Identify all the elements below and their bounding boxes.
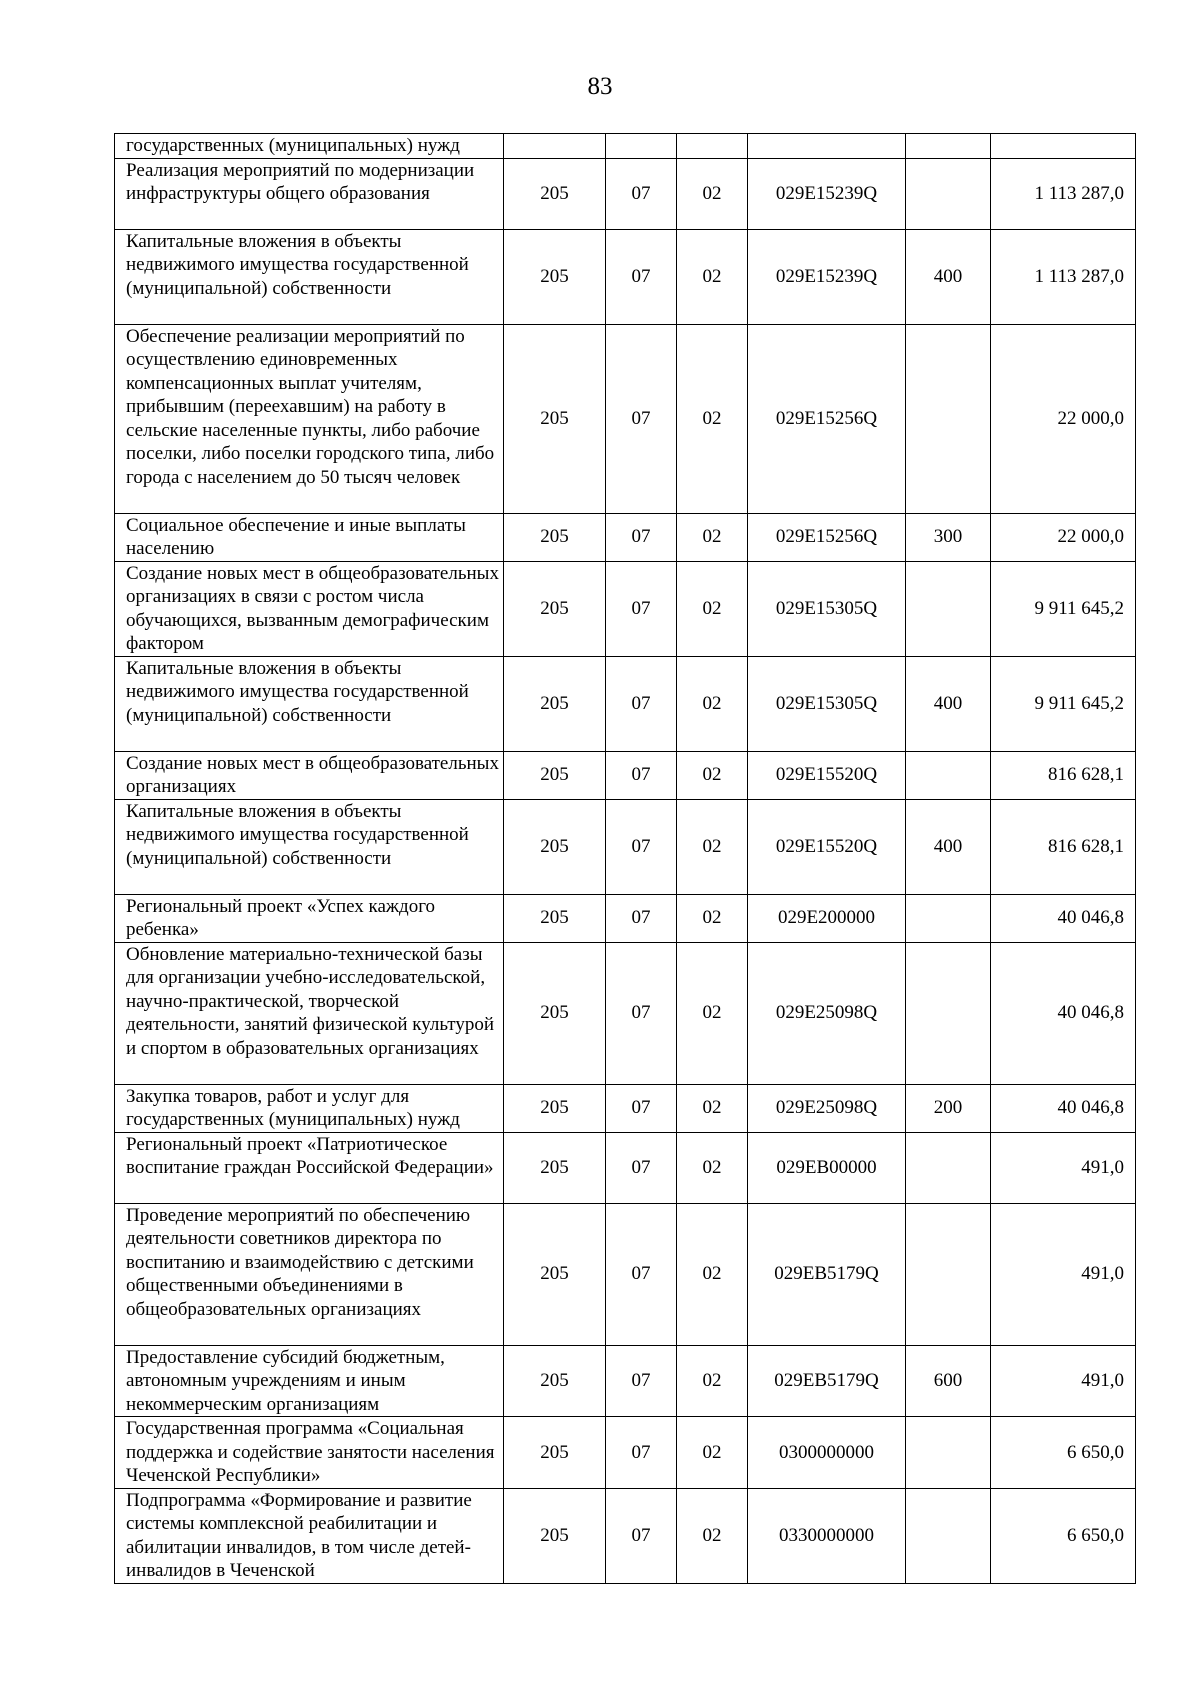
- row-target-article: 029EB00000: [748, 1132, 906, 1203]
- row-section: 07: [606, 1488, 677, 1583]
- row-grbs: 205: [504, 942, 606, 1084]
- row-expense-type: 200: [906, 1084, 991, 1132]
- row-expense-type: 300: [906, 513, 991, 561]
- row-expense-type: 400: [906, 656, 991, 751]
- row-target-article: 0300000000: [748, 1417, 906, 1489]
- row-grbs: 205: [504, 656, 606, 751]
- row-target-article: 0330000000: [748, 1488, 906, 1583]
- row-subsection: 02: [677, 513, 748, 561]
- row-amount: 22 000,0: [991, 513, 1136, 561]
- row-section: 07: [606, 751, 677, 799]
- row-amount: 1 113 287,0: [991, 229, 1136, 324]
- row-subsection: 02: [677, 751, 748, 799]
- row-grbs: 205: [504, 799, 606, 894]
- row-name: Государственная программа «Социальная поддержка и содействие занятости населения Чеченской Республики»: [115, 1417, 504, 1489]
- table-row: [115, 158, 1136, 229]
- row-grbs: 205: [504, 894, 606, 942]
- row-grbs: 205: [504, 324, 606, 513]
- row-section: [606, 134, 677, 159]
- row-grbs: 205: [504, 751, 606, 799]
- row-target-article: 029E15520Q: [748, 799, 906, 894]
- row-grbs: 205: [504, 1488, 606, 1583]
- row-grbs: 205: [504, 229, 606, 324]
- row-section: 07: [606, 324, 677, 513]
- row-amount: 6 650,0: [991, 1417, 1136, 1489]
- row-section: 07: [606, 561, 677, 656]
- row-section: 07: [606, 1417, 677, 1489]
- row-amount: 40 046,8: [991, 942, 1136, 1084]
- row-target-article: 029E15256Q: [748, 513, 906, 561]
- row-subsection: 02: [677, 656, 748, 751]
- row-section: 07: [606, 656, 677, 751]
- row-subsection: 02: [677, 799, 748, 894]
- row-section: 07: [606, 1345, 677, 1417]
- row-target-article: 029E15239Q: [748, 229, 906, 324]
- row-target-article: 029E200000: [748, 894, 906, 942]
- row-subsection: 02: [677, 1345, 748, 1417]
- table-row: [115, 942, 1136, 1084]
- row-section: 07: [606, 894, 677, 942]
- row-expense-type: [906, 158, 991, 229]
- row-subsection: 02: [677, 561, 748, 656]
- budget-table: [114, 133, 1136, 1584]
- row-name: Капитальные вложения в объекты недвижимого имущества государственной (муниципальной) собственности: [115, 229, 504, 324]
- row-target-article: 029E25098Q: [748, 1084, 906, 1132]
- table-row: [115, 656, 1136, 751]
- row-expense-type: [906, 1417, 991, 1489]
- row-section: 07: [606, 229, 677, 324]
- row-target-article: 029E15305Q: [748, 561, 906, 656]
- row-amount: 9 911 645,2: [991, 656, 1136, 751]
- row-section: 07: [606, 1084, 677, 1132]
- row-amount: 6 650,0: [991, 1488, 1136, 1583]
- row-expense-type: [906, 134, 991, 159]
- row-expense-type: [906, 1488, 991, 1583]
- row-amount: 491,0: [991, 1203, 1136, 1345]
- row-amount: 816 628,1: [991, 799, 1136, 894]
- row-expense-type: [906, 324, 991, 513]
- row-section: 07: [606, 942, 677, 1084]
- budget-table-body: [115, 134, 1136, 1584]
- table-row: [115, 894, 1136, 942]
- row-subsection: 02: [677, 1203, 748, 1345]
- row-expense-type: 400: [906, 229, 991, 324]
- table-row: [115, 513, 1136, 561]
- row-name: Обновление материально-технической базы для организации учебно-исследовательской, научно-практической, творческой деятельности, занятий физической культурой и спортом в образовательных организациях: [115, 942, 504, 1084]
- row-name: Закупка товаров, работ и услуг для государственных (муниципальных) нужд: [115, 1084, 504, 1132]
- row-target-article: 029E15256Q: [748, 324, 906, 513]
- table-row: [115, 1203, 1136, 1345]
- row-subsection: [677, 134, 748, 159]
- row-expense-type: [906, 751, 991, 799]
- row-target-article: 029E15305Q: [748, 656, 906, 751]
- table-row: [115, 1084, 1136, 1132]
- row-amount: 1 113 287,0: [991, 158, 1136, 229]
- row-subsection: 02: [677, 229, 748, 324]
- row-target-article: 029E15520Q: [748, 751, 906, 799]
- row-amount: 22 000,0: [991, 324, 1136, 513]
- row-name: Капитальные вложения в объекты недвижимого имущества государственной (муниципальной) собственности: [115, 656, 504, 751]
- table-row: [115, 229, 1136, 324]
- table-row: [115, 134, 1136, 159]
- table-row: [115, 1417, 1136, 1489]
- row-name: Создание новых мест в общеобразовательных организациях: [115, 751, 504, 799]
- row-expense-type: [906, 1132, 991, 1203]
- row-subsection: 02: [677, 942, 748, 1084]
- row-expense-type: 400: [906, 799, 991, 894]
- row-name: Предоставление субсидий бюджетным, автономным учреждениям и иным некоммерческим организациям: [115, 1345, 504, 1417]
- row-name: государственных (муниципальных) нужд: [115, 134, 504, 159]
- row-section: 07: [606, 513, 677, 561]
- table-row: [115, 799, 1136, 894]
- row-amount: [991, 134, 1136, 159]
- row-expense-type: [906, 1203, 991, 1345]
- row-target-article: 029E25098Q: [748, 942, 906, 1084]
- row-subsection: 02: [677, 1488, 748, 1583]
- row-grbs: 205: [504, 561, 606, 656]
- row-amount: 40 046,8: [991, 894, 1136, 942]
- table-row: [115, 561, 1136, 656]
- row-expense-type: [906, 561, 991, 656]
- row-subsection: 02: [677, 324, 748, 513]
- row-name: Подпрограмма «Формирование и развитие системы комплексной реабилитации и абилитации инвалидов, в том числе детей-инвалидов в Чеченской: [115, 1488, 504, 1583]
- row-name: Региональный проект «Патриотическое воспитание граждан Российской Федерации»: [115, 1132, 504, 1203]
- row-name: Создание новых мест в общеобразовательных организациях в связи с ростом числа обучающихся, вызванным демографическим фактором: [115, 561, 504, 656]
- row-name: Реализация мероприятий по модернизации инфраструктуры общего образования: [115, 158, 504, 229]
- table-row: [115, 1345, 1136, 1417]
- row-subsection: 02: [677, 1084, 748, 1132]
- row-target-article: 029E15239Q: [748, 158, 906, 229]
- row-grbs: 205: [504, 158, 606, 229]
- row-expense-type: 600: [906, 1345, 991, 1417]
- row-target-article: 029EB5179Q: [748, 1345, 906, 1417]
- row-expense-type: [906, 942, 991, 1084]
- row-grbs: [504, 134, 606, 159]
- row-name: Социальное обеспечение и иные выплаты населению: [115, 513, 504, 561]
- table-row: [115, 751, 1136, 799]
- row-expense-type: [906, 894, 991, 942]
- row-amount: 40 046,8: [991, 1084, 1136, 1132]
- row-subsection: 02: [677, 1132, 748, 1203]
- row-name: Проведение мероприятий по обеспечению деятельности советников директора по воспитанию и взаимодействию с детскими общественными объединениями в общеобразовательных организациях: [115, 1203, 504, 1345]
- row-amount: 491,0: [991, 1132, 1136, 1203]
- row-amount: 491,0: [991, 1345, 1136, 1417]
- row-target-article: 029EB5179Q: [748, 1203, 906, 1345]
- row-grbs: 205: [504, 1417, 606, 1489]
- row-subsection: 02: [677, 158, 748, 229]
- page-number: 83: [587, 73, 613, 100]
- row-section: 07: [606, 799, 677, 894]
- row-amount: 9 911 645,2: [991, 561, 1136, 656]
- table-row: [115, 1132, 1136, 1203]
- row-target-article: [748, 134, 906, 159]
- row-grbs: 205: [504, 1132, 606, 1203]
- table-row: [115, 1488, 1136, 1583]
- row-grbs: 205: [504, 1084, 606, 1132]
- row-section: 07: [606, 1132, 677, 1203]
- row-name: Капитальные вложения в объекты недвижимого имущества государственной (муниципальной) собственности: [115, 799, 504, 894]
- row-amount: 816 628,1: [991, 751, 1136, 799]
- row-section: 07: [606, 158, 677, 229]
- row-subsection: 02: [677, 1417, 748, 1489]
- row-grbs: 205: [504, 1203, 606, 1345]
- row-grbs: 205: [504, 513, 606, 561]
- row-name: Обеспечение реализации мероприятий по осуществлению единовременных компенсационных выплат учителям, прибывшим (переехавшим) на работу в сельские населенные пункты, либо рабочие поселки, либо поселки городского типа, либо города с населением до 50 тысяч человек: [115, 324, 504, 513]
- row-section: 07: [606, 1203, 677, 1345]
- row-name: Региональный проект «Успех каждого ребенка»: [115, 894, 504, 942]
- row-subsection: 02: [677, 894, 748, 942]
- table-row: [115, 324, 1136, 513]
- row-grbs: 205: [504, 1345, 606, 1417]
